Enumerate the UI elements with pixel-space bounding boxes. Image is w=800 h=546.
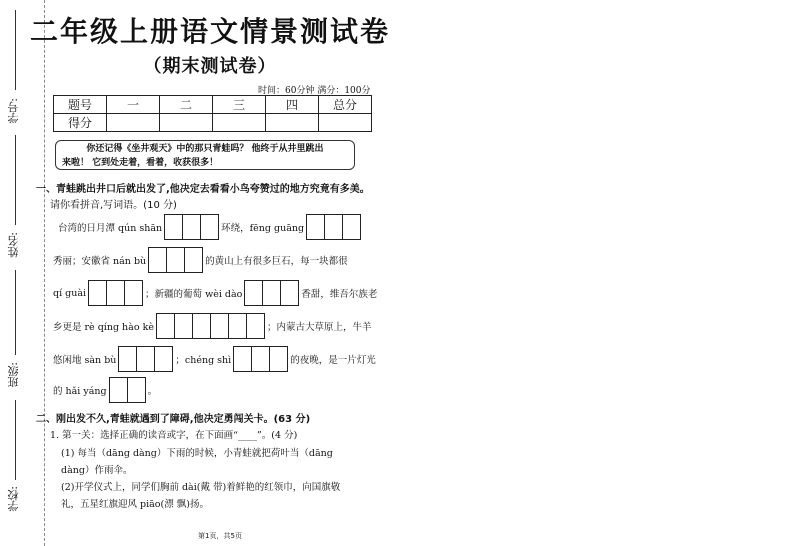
row-text: ；chéng shì: [175, 355, 232, 366]
section-1-instruction: 请你看拼音,写词语。(10 分): [50, 200, 177, 211]
side-line-xingming: [15, 135, 16, 225]
notice-line-1: 你还记得《坐井观天》中的那只青蛙吗？ 他终于从井里跳出: [86, 144, 324, 154]
row-text: 乡更是 rè qíng hào kè: [53, 322, 154, 333]
answer-boxes[interactable]: [118, 346, 173, 372]
question-1-1-line-2: dàng）作雨伞。: [61, 465, 133, 476]
row-text: 的黄山上有很多巨石，每一块都很: [205, 256, 348, 267]
pinyin-row-1: [58, 214, 363, 240]
row-text: 环绕，fēng guāng: [221, 223, 305, 234]
table-header-cell: 总分: [319, 96, 372, 114]
answer-boxes[interactable]: [244, 280, 299, 306]
answer-boxes[interactable]: [306, 214, 361, 240]
pinyin-row-6: [53, 377, 157, 403]
student-number-label: 学号:: [7, 98, 20, 124]
notice-line-2: 来啦！ 它到处走着，看着，收获很多！: [62, 158, 219, 168]
table-header-cell: 二: [160, 96, 213, 114]
pinyin-row-2: [53, 247, 348, 273]
row-text: 悠闲地 sàn bù: [53, 355, 117, 366]
table-header-cell: 三: [213, 96, 266, 114]
table-header-cell: 题号: [54, 96, 107, 114]
answer-boxes[interactable]: [156, 313, 265, 339]
school-label: 学校:: [7, 486, 20, 512]
answer-boxes[interactable]: [88, 280, 143, 306]
row-text: 秀丽；安徽省 nán bù: [53, 256, 147, 267]
binding-dashed-line: [44, 0, 45, 546]
story-notice-box: [55, 140, 355, 170]
side-line-xuexiao: [15, 400, 16, 480]
row-text: ；内蒙古大草原上，牛羊: [266, 322, 372, 333]
pinyin-row-4: [53, 313, 371, 339]
side-line-banji: [15, 270, 16, 355]
row-text: 台湾的日月潭 qún shān: [58, 223, 163, 234]
score-table: [53, 95, 372, 132]
answer-boxes[interactable]: [233, 346, 288, 372]
score-table-header-row: [54, 96, 372, 114]
answer-boxes[interactable]: [148, 247, 203, 273]
table-header-cell: 一: [107, 96, 160, 114]
score-cell[interactable]: [107, 114, 160, 132]
row-text: 的 hǎi yáng: [53, 386, 107, 397]
row-text: 。: [147, 386, 158, 397]
question-1-1-line-1: (1) 每当（dāng dàng）下雨的时候，小青蛙就把荷叶当（dāng: [61, 448, 333, 459]
table-header-cell: 四: [266, 96, 319, 114]
row-text: qí guài: [53, 287, 87, 299]
section-1-title: 一、青蛙跳出井口后就出发了,他决定去看看小鸟夸赞过的地方究竟有多美。: [36, 184, 370, 195]
page-footer: 第1页，共5页: [198, 532, 242, 540]
question-1: 1. 第一关：选择正确的读音或字，在下面画“____”。(4 分): [50, 430, 298, 441]
row-text: 香甜，维吾尔族老: [301, 289, 378, 300]
page-subtitle: （期末测试卷）: [143, 56, 277, 77]
question-1-2-line-2: 礼，五星红旗迎风 piāo(漂 飘)扬。: [61, 499, 209, 510]
page-title: 二年级上册语文情景测试卷: [29, 15, 390, 48]
score-cell[interactable]: [213, 114, 266, 132]
exam-meta: 时间：60分钟 满分：100分: [258, 86, 371, 96]
score-cell[interactable]: [160, 114, 213, 132]
section-2-title: 二、刚出发不久,青蛙就遇到了障碍,他决定勇闯关卡。(63 分): [36, 414, 311, 425]
question-1-2-line-1: (2)开学仪式上，同学们胸前 dài(戴 带)着鲜艳的红领巾，向国旗敬: [61, 482, 341, 493]
answer-boxes[interactable]: [164, 214, 219, 240]
pinyin-row-5: [53, 346, 376, 372]
answer-boxes[interactable]: [109, 377, 146, 403]
score-cell[interactable]: [319, 114, 372, 132]
class-label: 班级:: [7, 362, 20, 388]
row-text: ；新疆的葡萄 wèi dào: [145, 289, 243, 300]
row-text: 的夜晚，是一片灯光: [290, 355, 376, 366]
score-table-score-row: [54, 114, 372, 132]
score-row-label: 得分: [54, 114, 107, 132]
student-name-label: 姓名:: [7, 232, 20, 258]
pinyin-row-3: [53, 280, 377, 306]
score-cell[interactable]: [266, 114, 319, 132]
